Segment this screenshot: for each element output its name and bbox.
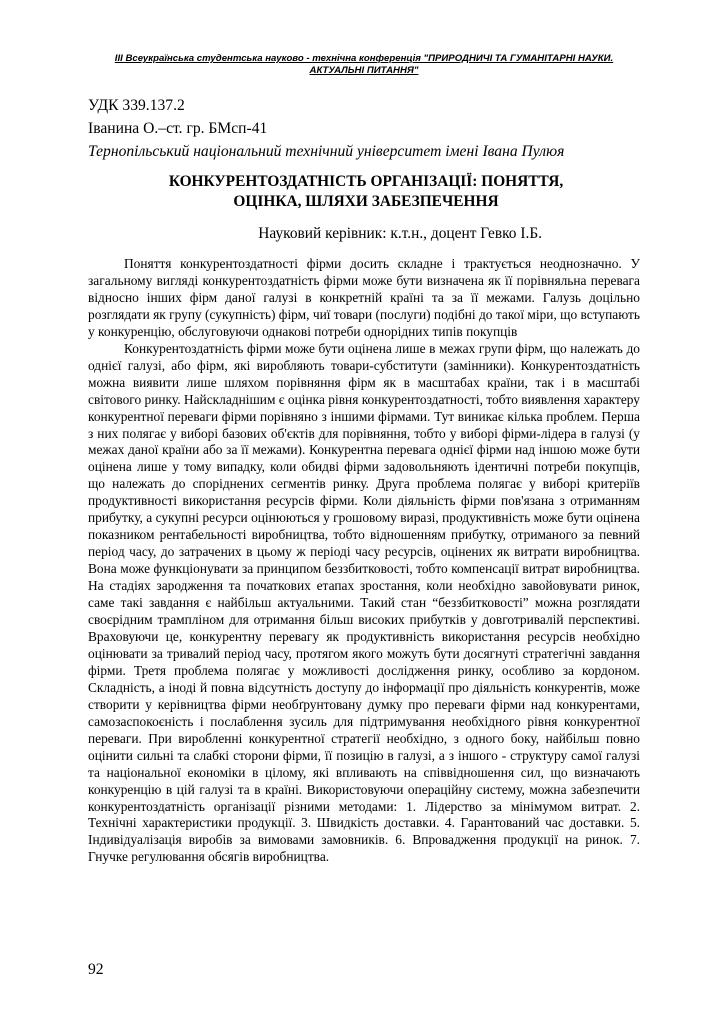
- article-title-line-2: ОЦІНКА, ШЛЯХИ ЗАБЕЗПЕЧЕННЯ: [233, 193, 499, 210]
- scientific-advisor: Науковий керівник: к.т.н., доцент Гевко І.Б.: [258, 225, 542, 242]
- article-body: [88, 256, 640, 866]
- article-title-line-1: КОНКУРЕНТОЗДАТНІСТЬ ОРГАНІЗАЦІЇ: ПОНЯТТЯ,: [168, 173, 564, 190]
- article-meta: [88, 94, 648, 163]
- body-paragraph: Поняття конкурентоздатності фірми досить складне і трактується неоднозначно. У загальному вигляді конкурентоздатність фірми може бути визначена як її порівняльна перевага відносно інших фірм даної галузі в конкретній країні та за її межами. Галузь доцільно розглядати як групу (сукупність) фірм, чиї товари (послуги) подібні до такої міри, що вступають у конкуренцію, обслуговуючи однакові потреби однорідних типів покупців: [88, 256, 640, 339]
- author-line: Іванина О.–ст. гр. БМсп-41: [88, 120, 268, 137]
- udc-code: УДК 339.137.2: [88, 97, 185, 114]
- affiliation-line: Тернопільський національний технічний університет імені Івана Пулюя: [88, 143, 565, 160]
- article-title: [88, 172, 644, 212]
- body-paragraph: Конкурентоздатність фірми може бути оцінена лише в межах групи фірм, що належать до однієї галузі, або фірм, які виробляють товари-субститути (замінники). Конкурентоздатність можна виявити лише шляхом порівняння фірм як в масштабах країни, так і в масштабі світового ринку. Найскладнішим є оцінка рівня конкурентоздатності, тобто виявлення характеру конкурентної переваги фірми порівняно з іншими фірмами. Тут виникає кілька проблем. Перша з них полягає у виборі базових об'єктів для порівняння, тобто у виборі фірми-лідера в галузі (у межах даної країни або за її межами). Конкурентна перевага однієї фірми над іншою може бути оцінена лише у тому випадку, коли обидві фірми задовольняють ідентичні потреби покупців, що належать до споріднених сегментів ринку. Друга проблема полягає у виборі критеріїв продуктивності використання ресурсів фірми. Коли діяльність фірми пов'язана з отриманням прибутку, а сукупні ресурси оцінюються у грошовому виразі, продуктивність може бути оцінена показником рентабельності виробництва, тобто відношенням прибутку, отриманого за певний період часу, до затрачених в цьому ж періоді часу ресурсів, оцінених як витрати виробництва. Вона може функціонувати за принципом беззбитковості, тобто компенсації витрат виробництва. На стадіях зародження та початкових етапах зростання, коли необхідно завойовувати ринок, саме такі завдання є найбільш актуальними. Такий стан “беззбитковості” можна розглядати своєрідним трампліном для отримання більш високих прибутків у довготривалій перспективі. Враховуючи це, конкурентну перевагу як продуктивність використання ресурсів необхідно оцінювати за тривалий період часу, протягом якого можуть бути досягнуті стратегічні завдання фірми. Третя проблема полягає у можливості дослідження ринку, особливо за кордоном. Складність, а іноді й повна відсутність доступу до інформації про діяльність конкурентів, може створити у керівництва фірми необґрунтовану думку про переваги фірми над конкурентами, самозаспокоєність і послаблення зусиль для підтримування необхідного рівня конкурентної переваги. При виробленні конкурентної стратегії необхідно, з одного боку, найбільш повно оцінити сильні та слабкі сторони фірми, її позицію в галузі, а з іншого - структуру самої галузі та національної економіки в цілому, які впливають на співвідношення сил, що визначають конкуренцію в цій галузі та в країні. Використовуючи операційну систему, можна забезпечити конкурентоздатність організації різними методами: 1. Лідерство за мінімумом витрат. 2. Технічні характеристики продукції. 3. Швидкість доставки. 4. Гарантований час доставки. 5. Індивідуалізація виробів за вимовами замовників. 6. Впровадження продукції на ринок. 7. Гнучке регулювання обсягів виробництва.: [88, 340, 640, 865]
- conference-header-line-1: ІІІ Всеукраїнська студентська науково - технічна конференція "ПРИРОДНИЧІ ТА ГУМАНІТАРНІ НАУКИ.: [114, 53, 614, 64]
- page-number: 92: [88, 961, 104, 978]
- conference-header: [90, 53, 638, 77]
- conference-header-line-2: АКТУАЛЬНІ ПИТАННЯ": [309, 65, 419, 76]
